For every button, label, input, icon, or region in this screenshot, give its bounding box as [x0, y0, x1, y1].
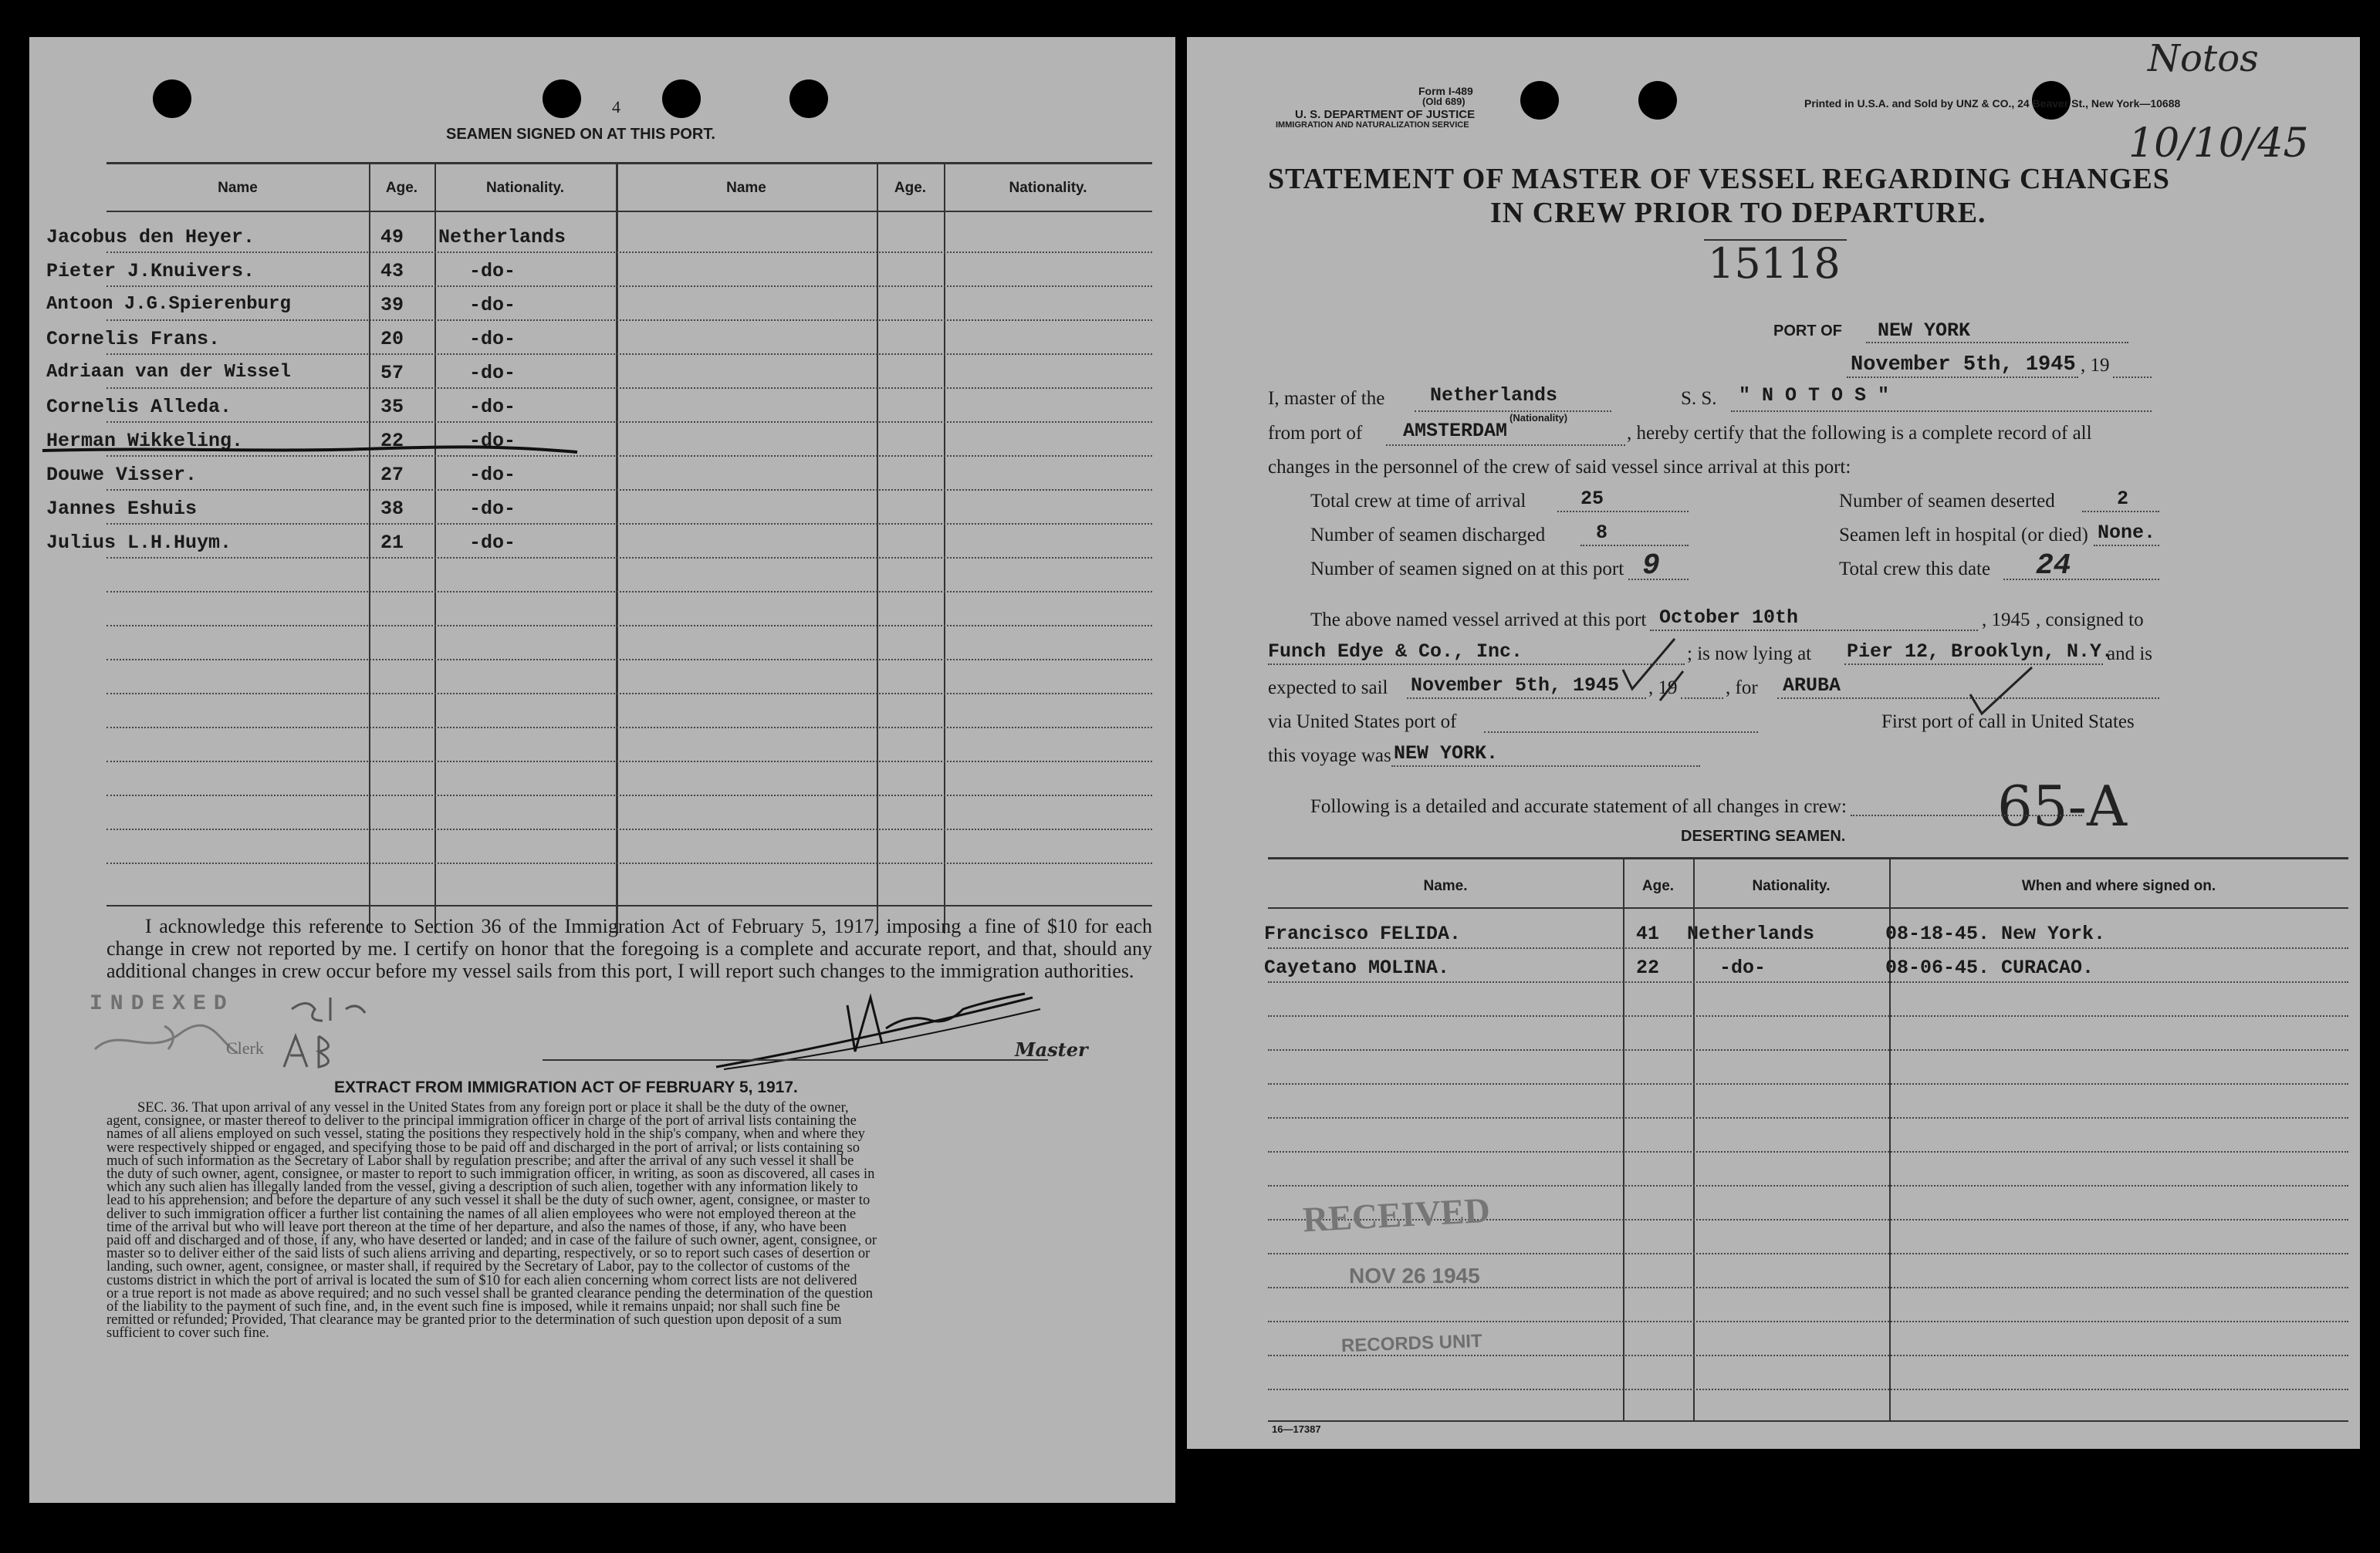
seaman-age: 38 [380, 498, 404, 520]
certify-text-2: changes in the personnel of the crew of said vessel since arrival at this port: [1268, 457, 1851, 478]
seaman-name: Douwe Visser. [46, 464, 198, 486]
consignee-value: Funch Edye & Co., Inc. [1268, 640, 1523, 663]
handwritten-corner: Notos [2148, 37, 2259, 80]
col-header-age: Age. [385, 180, 418, 196]
clerk-scribble [87, 1018, 242, 1065]
deserter-name: Francisco FELIDA. [1264, 923, 1462, 945]
for-label: , for [1726, 677, 1758, 698]
acknowledgement-text: I acknowledge this reference to Section 36 of the Immigration Act of February 5, 1917, imposing a fine of $10 for each change in crew not reported by me. I certify on honor that the foregoing is a complete and accurate report, and that, should any additional changes in crew occur before my vessel sails from this port, I will report such changes to the immigration authorities. [106, 915, 1152, 982]
right-page [1187, 37, 2360, 1449]
deserting-title: DESERTING SEAMEN. [1681, 828, 1846, 845]
date-suffix: , 19 [2081, 355, 2110, 376]
punch-hole [1638, 81, 1677, 120]
port-value: NEW YORK [1878, 319, 1971, 342]
deserter-age: 22 [1636, 957, 1660, 979]
seaman-name: Julius L.H.Huym. [46, 532, 232, 554]
seaman-nationality: -do- [469, 396, 516, 418]
via-label: via United States port of [1268, 711, 1457, 732]
hospital-value: None. [2098, 522, 2156, 544]
nationality-caption: (Nationality) [1509, 412, 1568, 424]
signed-on-label: Number of seamen signed on at this port [1310, 559, 1624, 579]
deserter-signed-on: 08-18-45. New York. [1885, 923, 2106, 945]
seaman-name: Adriaan van der Wissel [46, 362, 291, 383]
seaman-name: Cornelis Frans. [46, 328, 221, 350]
check-mark [1656, 670, 1687, 708]
seaman-nationality: -do- [469, 362, 516, 384]
seaman-name: Jannes Eshuis [46, 498, 198, 520]
deserter-name: Cayetano MOLINA. [1264, 957, 1450, 979]
ss-label: S. S. [1681, 388, 1717, 409]
punch-hole [789, 79, 828, 118]
arrived-value: October 10th [1659, 606, 1799, 629]
deserted-label: Number of seamen deserted [1839, 491, 2055, 511]
signed-on-value: 9 [1642, 549, 1660, 582]
seaman-age: 49 [380, 226, 404, 248]
first-port-label: First port of call in United States [1881, 711, 2135, 732]
form-number: Form I-489 [1418, 85, 1473, 97]
indexed-stamp: INDEXED [90, 992, 235, 1016]
punch-hole [1520, 81, 1559, 120]
punch-hole [662, 79, 701, 118]
punch-hole [543, 79, 581, 118]
check-mark [1966, 663, 2036, 717]
seaman-age: 43 [380, 260, 404, 282]
seaman-nationality: -do- [469, 294, 516, 316]
discharged-value: 8 [1596, 522, 1608, 544]
seaman-age: 21 [380, 532, 404, 554]
seaman-age: 35 [380, 396, 404, 418]
handwritten-date: 10/10/45 [2128, 120, 2309, 167]
expected-year: , 19 [1648, 677, 1678, 698]
deserted-value: 2 [2117, 488, 2129, 510]
seaman-name: Antoon J.G.Spierenburg [46, 294, 291, 315]
master-of-the: I, master of the [1268, 388, 1385, 409]
date-value: November 5th, 1945 [1851, 353, 2076, 376]
total-crew-arrival-value: 25 [1580, 488, 1604, 510]
port-label: PORT OF [1773, 322, 1842, 339]
total-crew-date-label: Total crew this date [1839, 559, 1991, 579]
col-header-age-2: Age. [894, 180, 927, 196]
expected-value: November 5th, 1945 [1411, 674, 1620, 697]
from-port-value: AMSTERDAM [1403, 420, 1508, 442]
handwritten-code: 65-A [1997, 774, 2127, 839]
file-number: 15118 [1708, 239, 1841, 288]
lying-value: Pier 12, Brooklyn, N.Y. [1847, 640, 2114, 663]
col-header-name: Name [218, 180, 258, 196]
col-header-nationality: Nationality. [486, 180, 564, 196]
desert-header-nationality: Nationality. [1752, 878, 1831, 894]
received-stamp: RECEIVED [1301, 1190, 1491, 1240]
form-old: (Old 689) [1422, 96, 1466, 107]
printer-line: Printed in U.S.A. and Sold by UNZ & CO., 24 Beaver St., New York—10688 [1804, 97, 2181, 110]
strikethrough-line [41, 432, 581, 463]
ship-name: " N O T O S " [1739, 384, 1890, 407]
extract-text: SEC. 36. That upon arrival of any vessel in the United States from any foreign port or place it shall be the duty of the owner, agent, consignee, or master thereof to deliver to the principal immigration officer in charge of the port of arrival lists containing the names of all aliens employed on such vessel, stating the positions they respectively hold in the ship's company, when and where they were respectively shipped or engaged, and specifying those to be paid off and discharged in the port of arrival; or lists containing so much of such information as the Secretary of Labor shall by regulation prescribe; and after the arrival of any such vessel it shall be the duty of such owner, agent, consignee, or master to report to such immigration officer, in writing, as soon as discovered, all cases in which any such alien has illegally landed from the vessel, giving a description of such alien, together with any information likely to lead to his apprehension; and before the departure of any such vessel it shall be the duty of such owner, agent, consignee, or master to deliver to such immigration officer a further list containing the names of all alien employees who were not employed thereon at the time of the arrival but who will leave port thereon at the time of her departure, and also the names of those, if any, who have been paid off and discharged and of those, if any, who have deserted or landed; and in case of the failure of such owner, agent, consignee, or master so to deliver either of the said lists of such aliens arriving and departing, respectively, or so to report such cases of desertion or landing, such owner, agent, consignee, or master shall, if required by the Secretary of Labor, pay to the collector of customs of the customs district in which the port of arrival is located the sum of $10 for each alien concerning whom correct lists are not delivered or a true report is not made as above required; and no such vessel shall be granted clearance pending the determination of the question of the liability to the payment of such fine, and, in the event such fine is imposed, while it remains unpaid; nor shall such fine be remitted or refunded; Provided, That clearance may be granted prior to the determination of such question upon deposit of a sum sufficient to cover such fine. [106, 1100, 877, 1342]
form-title-line1: STATEMENT OF MASTER OF VESSEL REGARDING CHANGES [1268, 163, 2170, 195]
service: IMMIGRATION AND NATURALIZATION SERVICE [1276, 120, 1469, 130]
seaman-nationality: -do- [469, 260, 516, 282]
arrived-year: , 1945 [1982, 609, 2030, 630]
from-port-label: from port of [1268, 423, 1363, 444]
seaman-nationality: -do- [469, 464, 516, 486]
for-value: ARUBA [1783, 674, 1841, 697]
nationality-value: Netherlands [1430, 384, 1558, 407]
expected-label: expected to sail [1268, 677, 1388, 698]
received-date: NOV 26 1945 [1349, 1264, 1480, 1288]
deserter-nationality: -do- [1719, 957, 1766, 979]
seaman-age: 39 [380, 294, 404, 316]
clerk-initials [276, 994, 415, 1086]
total-crew-arrival-label: Total crew at time of arrival [1310, 491, 1526, 511]
department: U. S. DEPARTMENT OF JUSTICE [1295, 108, 1476, 121]
certify-text-1: , hereby certify that the following is a complete record of all [1627, 423, 2092, 444]
seaman-age: 27 [380, 464, 404, 486]
extract-title: EXTRACT FROM IMMIGRATION ACT OF FEBRUARY 5, 1917. [334, 1079, 798, 1096]
col-header-nationality-2: Nationality. [1009, 180, 1087, 196]
arrived-label: The above named vessel arrived at this port [1310, 609, 1647, 630]
voyage-label: this voyage was [1268, 745, 1391, 766]
consigned-label: , consigned to [2036, 609, 2144, 630]
hospital-label: Seamen left in hospital (or died) [1839, 525, 2088, 545]
footer-code: 16—17387 [1272, 1423, 1321, 1435]
received-office: RECORDS UNIT [1340, 1330, 1483, 1357]
master-label: Master [1015, 1038, 1088, 1061]
seaman-nationality: -do- [469, 328, 516, 350]
deserter-age: 41 [1636, 923, 1660, 945]
desert-header-name: Name. [1423, 878, 1468, 894]
form-title-line2: IN CREW PRIOR TO DEPARTURE. [1490, 197, 1986, 229]
clerk-label: Clerk [226, 1038, 264, 1058]
seaman-age: 20 [380, 328, 404, 350]
page-number: 4 [612, 97, 620, 116]
deserter-nationality: Netherlands [1687, 923, 1815, 945]
seaman-name: Cornelis Alleda. [46, 396, 232, 418]
seaman-nationality: -do- [469, 498, 516, 520]
seaman-name: Herman Wikkeling. [46, 430, 244, 452]
deserter-signed-on: 08-06-45. CURACAO. [1885, 957, 2094, 979]
col-header-name-2: Name [726, 180, 766, 196]
section-title: SEAMEN SIGNED ON AT THIS PORT. [446, 126, 715, 143]
punch-hole [153, 79, 191, 118]
seaman-nationality: -do- [469, 532, 516, 554]
left-page [29, 37, 1175, 1503]
seaman-nationality: Netherlands [438, 226, 566, 248]
seaman-name: Jacobus den Heyer. [46, 226, 255, 248]
seaman-age: 57 [380, 362, 404, 384]
seaman-age: 22 [380, 430, 404, 452]
discharged-label: Number of seamen discharged [1310, 525, 1546, 545]
lying-label: ; is now lying at [1687, 643, 1812, 664]
seaman-name: Pieter J.Knuivers. [46, 260, 255, 282]
total-crew-date-value: 24 [2036, 549, 2071, 582]
voyage-value: NEW YORK. [1394, 742, 1499, 765]
following-text: Following is a detailed and accurate statement of all changes in crew: [1310, 796, 1847, 817]
seaman-nationality: -do- [469, 430, 516, 452]
desert-header-signed-on: When and where signed on. [2021, 878, 2216, 894]
desert-header-age: Age. [1641, 878, 1675, 894]
and-is: and is [2107, 643, 2153, 664]
